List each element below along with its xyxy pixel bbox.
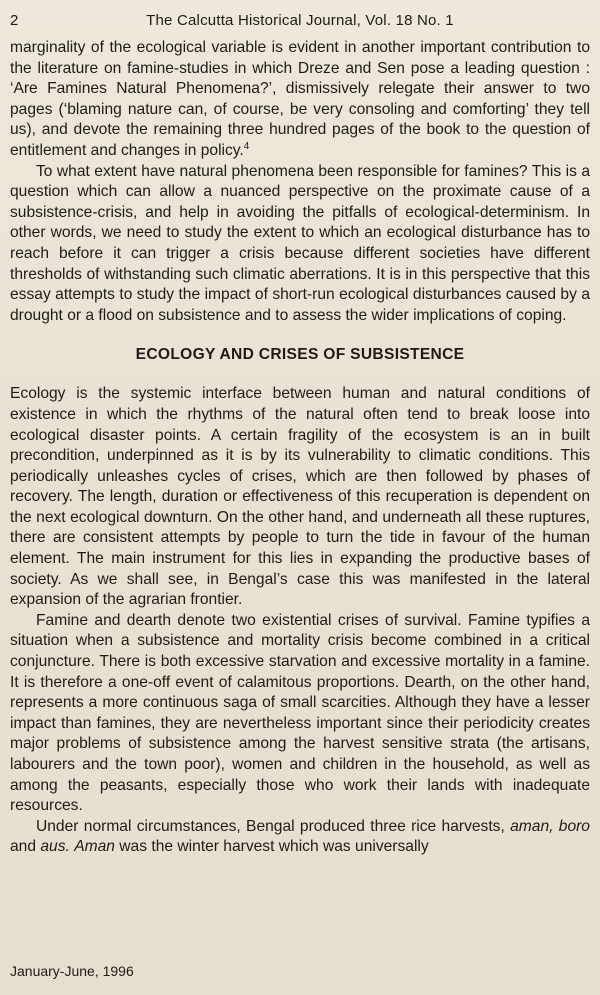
harvests-tail-text: was the winter harvest which was universally bbox=[119, 838, 429, 856]
paragraph-natural-phenomena: To what extent have natural phenomena been responsible for famines? This is a question which can allow a nuanced perspective on the proximate cause of a subsistence-crisis, and help in avoiding the pitfalls of ecological-determinism. In other words, we need to study the extent to which an ecological disturbance has to reach before it can trigger a crisis because different societies have different thresholds of withstanding such climatic aberrations. It is in this perspective that this essay attempts to study the impact of short-run ecological disturbances caused by a drought or a flood on subsistence and to assess the wider implications of coping. bbox=[10, 162, 590, 324]
journal-title: The Calcutta Historical Journal, Vol. 18 No. 1 bbox=[146, 12, 454, 29]
footnote-reference: 4 bbox=[243, 140, 250, 152]
page-number: 2 bbox=[10, 12, 19, 29]
harvests-and-word: and bbox=[10, 838, 37, 856]
paragraph-1-text: marginality of the ecological variable is evident in another important contribution to the literature on famine-studies in which Dreze and Sen pose a leading question : ‘Are Famines Natural Phenomena?’, dismissively relegate their answer to two pages (‘blaming nature can, of course, be very consoling and comforting’ they tell us), and devote the remaining three hundred pages of the book to the question of entitlement and changes in policy. bbox=[10, 39, 590, 159]
article-body bbox=[10, 38, 590, 858]
harvest-term-aman: Aman bbox=[74, 838, 115, 856]
paragraph-famine-and-dearth: Famine and dearth denote two existential crises of survival. Famine typifies a situation when a subsistence and mortality crisis become combined in a critical conjuncture. There is both excessive starvation and excessive mortality in a famine. It is therefore a one-off event of calamitous proportions. Dearth, on the other hand, represents a more continuous saga of small scarcities. Although they have a lesser impact than famines, they are nevertheless important since their periodicity creates major problems of subsistence among the harvest sensitive strata (the artisans, labourers and the town poor), women and children in the household, as well as among the peasants, especially those who work their lands with inadequate resources. bbox=[10, 611, 590, 815]
paragraph-rice-harvests bbox=[10, 817, 590, 858]
harvest-term-aman-boro: aman, boro bbox=[510, 817, 590, 835]
paragraph-continuation bbox=[10, 38, 590, 162]
issue-date-footer: January-June, 1996 bbox=[10, 963, 134, 979]
harvest-term-aus: aus. bbox=[40, 838, 70, 856]
section-heading: ECOLOGY AND CRISES OF SUBSISTENCE bbox=[135, 346, 465, 364]
paragraph-ecology-definition: Ecology is the systemic interface between human and natural conditions of existence in which the rhythms of the natural often tend to break loose into ecological disaster points. A certain fragility of the ecosystem is an in built precondition, underpinned as it is by its vulnerability to climatic conditions. This periodically unleashes cycles of crises, which are then followed by phases of recovery. The length, duration or effectiveness of this recuperation is dependent on the next ecological downturn. On the other hand, and underneath all these ruptures, there are consistent attempts by people to turn the tide in favour of the human element. The main instrument for this lies in expanding the productive bases of society. As we shall see, in Bengal’s case this was manifested in the lateral expansion of the agrarian frontier. bbox=[10, 385, 590, 609]
running-head bbox=[10, 10, 590, 32]
harvests-lead-text: Under normal circumstances, Bengal produced three rice harvests, bbox=[36, 817, 505, 835]
